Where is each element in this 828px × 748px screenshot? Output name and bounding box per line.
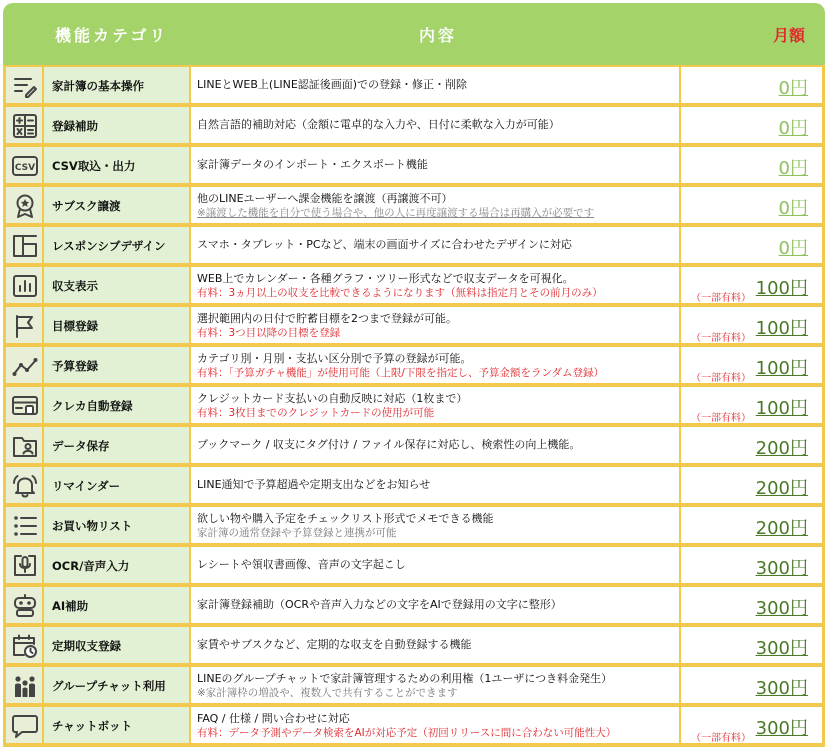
robot-icon [12, 594, 38, 618]
feature-note: ※家計簿枠の増設や、複数人で共有することができます [197, 687, 458, 699]
feature-icon-cell [3, 705, 44, 745]
feature-desc-cell [189, 185, 681, 225]
feature-desc-cell [189, 665, 681, 705]
chat-bubble-icon [12, 714, 38, 738]
feature-desc-cell [189, 305, 681, 345]
feature-name-cell [42, 185, 191, 225]
header-price: 月額 [773, 26, 806, 45]
table-row [3, 265, 825, 305]
table-row [3, 505, 825, 545]
price-cell [679, 465, 825, 505]
feature-desc: スマホ・タブレット・PCなど、端末の画面サイズに合わせたデザインに対応 [197, 238, 572, 251]
table-row [3, 105, 825, 145]
feature-note: 有料：3ヵ月以上の収支を比較できるようになります（無料は指定月とその前月のみ） [197, 287, 603, 299]
feature-name: 収支表示 [52, 279, 98, 293]
award-badge-icon [12, 194, 38, 218]
price-cell [679, 105, 825, 145]
feature-icon-cell [3, 625, 44, 665]
feature-desc-cell [189, 65, 681, 105]
feature-desc-cell [189, 585, 681, 625]
price-link[interactable]: 0円 [778, 198, 808, 219]
price-link[interactable]: 0円 [778, 78, 808, 99]
feature-name-cell [42, 505, 191, 545]
feature-note: 有料：3つ目以降の目標を登録 [197, 327, 341, 339]
folder-user-icon [12, 434, 38, 458]
feature-name-cell [42, 705, 191, 745]
feature-desc-cell [189, 705, 681, 745]
feature-name-cell [42, 65, 191, 105]
feature-desc: 家賃やサブスクなど、定期的な収支を自動登録する機能 [197, 638, 472, 651]
price-link[interactable]: 200円 [755, 438, 808, 459]
feature-name-cell [42, 625, 191, 665]
feature-note: 有料：3枚目までのクレジットカードの使用が可能 [197, 407, 435, 419]
feature-name: レスポンシブデザイン [52, 239, 166, 253]
feature-desc: 家計簿登録補助（OCRや音声入力などの文字をAIで登録用の文字に整形） [197, 598, 562, 611]
feature-name: OCR/音声入力 [52, 559, 130, 573]
price-cell [679, 705, 825, 745]
partial-paid-label: （一部有料） [691, 733, 751, 744]
feature-name: AI補助 [52, 599, 89, 613]
price-cell [679, 305, 825, 345]
feature-name: 予算登録 [52, 359, 98, 373]
table-row [3, 625, 825, 665]
feature-icon-cell [3, 345, 44, 385]
feature-desc: 欲しい物や購入予定をチェックリスト形式でメモできる機能 [197, 512, 494, 525]
feature-icon-cell [3, 465, 44, 505]
calendar-clock-icon [12, 634, 38, 658]
price-link[interactable]: 0円 [778, 158, 808, 179]
price-link[interactable]: 0円 [778, 118, 808, 139]
feature-name: お買い物リスト [52, 519, 133, 533]
calculator-icon [12, 114, 38, 138]
checklist-icon [12, 514, 38, 538]
price-link[interactable]: 300円 [755, 598, 808, 619]
table-row [3, 185, 825, 225]
feature-icon-cell [3, 665, 44, 705]
header-category: 機能カテゴリ [55, 26, 169, 45]
trend-line-icon [12, 354, 38, 378]
feature-desc: 自然言語的補助対応（金額に電卓的な入力や、日付に柔軟な入力が可能） [197, 118, 560, 131]
bell-icon [12, 474, 38, 498]
table-row [3, 345, 825, 385]
feature-name: 登録補助 [52, 119, 98, 133]
feature-desc: クレジットカード支払いの自動反映に対応（1枚まで） [197, 392, 468, 405]
feature-icon-cell [3, 225, 44, 265]
layout-icon [12, 234, 38, 258]
bar-chart-icon [12, 274, 38, 298]
feature-name-cell [42, 425, 191, 465]
feature-desc-cell [189, 145, 681, 185]
table-bottom-border [3, 744, 825, 747]
feature-icon-cell [3, 65, 44, 105]
price-link[interactable]: 100円 [755, 318, 808, 339]
feature-desc-cell [189, 225, 681, 265]
flag-icon [12, 314, 38, 338]
feature-desc-cell [189, 265, 681, 305]
feature-desc: ブックマーク / 収支にタグ付け / ファイル保存に対応し、検索性の向上機能。 [197, 438, 581, 451]
table-row [3, 545, 825, 585]
feature-name: 家計簿の基本操作 [52, 79, 144, 93]
price-link[interactable]: 100円 [755, 358, 808, 379]
feature-desc-cell [189, 345, 681, 385]
price-cell [679, 225, 825, 265]
feature-name: データ保存 [52, 439, 110, 453]
feature-desc-cell [189, 425, 681, 465]
group-icon [12, 674, 38, 698]
feature-name-cell [42, 105, 191, 145]
feature-name: サブスク譲渡 [52, 199, 121, 213]
feature-icon-cell [3, 385, 44, 425]
price-link[interactable]: 100円 [755, 398, 808, 419]
feature-name-cell [42, 585, 191, 625]
feature-desc-cell [189, 505, 681, 545]
price-link[interactable]: 200円 [755, 518, 808, 539]
table-row [3, 665, 825, 705]
feature-desc-cell [189, 465, 681, 505]
price-cell [679, 545, 825, 585]
feature-name: 目標登録 [52, 319, 98, 333]
csv-icon [12, 154, 38, 178]
feature-name-cell [42, 465, 191, 505]
feature-desc: LINEのグループチャットで家計簿管理するための利用権（1ユーザにつき料金発生） [197, 672, 613, 685]
feature-desc: 他のLINEユーザーへ課金機能を譲渡（再譲渡不可） [197, 192, 453, 205]
feature-desc-cell [189, 385, 681, 425]
price-link[interactable]: 300円 [755, 638, 808, 659]
feature-icon-cell [3, 545, 44, 585]
feature-icon-cell [3, 505, 44, 545]
price-cell [679, 505, 825, 545]
feature-note: 有料：データ予測やデータ検索をAIが対応予定（初回リリースに間に合わない可能性大） [197, 727, 617, 739]
feature-note: ※譲渡した機能を自分で使う場合や、他の人に再度譲渡する場合は再購入が必要です [197, 207, 595, 219]
feature-name: チャットボット [52, 719, 133, 733]
feature-name: リマインダー [52, 479, 121, 493]
feature-icon-cell [3, 105, 44, 145]
feature-note: 家計簿の通常登録や予算登録と連携が可能 [197, 527, 397, 539]
feature-name-cell [42, 545, 191, 585]
feature-icon-cell [3, 425, 44, 465]
feature-desc: LINEとWEB上(LINE認証後画面)での登録・修正・削除 [197, 78, 468, 91]
feature-name: CSV取込・出力 [52, 159, 136, 173]
price-link[interactable]: 300円 [755, 558, 808, 579]
svg-text:CSV: CSV [14, 163, 36, 173]
price-cell [679, 65, 825, 105]
price-cell [679, 585, 825, 625]
price-cell [679, 345, 825, 385]
feature-desc-cell [189, 545, 681, 585]
table-row [3, 465, 825, 505]
feature-desc: WEB上でカレンダー・各種グラフ・ツリー形式などで収支データを可視化。 [197, 272, 574, 285]
table-header [3, 3, 825, 65]
partial-paid-label: （一部有料） [691, 413, 751, 424]
table-row [3, 305, 825, 345]
feature-name-cell [42, 225, 191, 265]
price-link[interactable]: 300円 [755, 678, 808, 699]
list-edit-icon [12, 74, 38, 98]
feature-icon-cell [3, 585, 44, 625]
feature-desc-cell [189, 105, 681, 145]
feature-name: グループチャット利用 [52, 679, 166, 693]
feature-name-cell [42, 305, 191, 345]
feature-desc: FAQ / 仕様 / 問い合わせに対応 [197, 712, 350, 725]
table-row [3, 65, 825, 105]
table-row [3, 385, 825, 425]
table-row [3, 705, 825, 745]
feature-desc: 家計簿データのインポート・エクスポート機能 [197, 158, 428, 171]
table-row [3, 225, 825, 265]
feature-name-cell [42, 345, 191, 385]
price-cell [679, 625, 825, 665]
partial-paid-label: （一部有料） [691, 373, 751, 384]
feature-icon-cell [3, 185, 44, 225]
feature-name-cell [42, 265, 191, 305]
price-link[interactable]: 100円 [755, 278, 808, 299]
price-cell [679, 145, 825, 185]
feature-name-cell [42, 665, 191, 705]
feature-desc: カテゴリ別・月別・支払い区分別で予算の登録が可能。 [197, 352, 472, 365]
price-cell [679, 185, 825, 225]
feature-desc: レシートや領収書画像、音声の文字起こし [197, 558, 406, 571]
feature-desc: LINE通知で予算超過や定期支出などをお知らせ [197, 478, 431, 491]
price-link[interactable]: 200円 [755, 478, 808, 499]
feature-name-cell [42, 145, 191, 185]
price-cell [679, 265, 825, 305]
table-row [3, 145, 825, 185]
partial-paid-label: （一部有料） [691, 293, 751, 304]
header-content: 内容 [419, 26, 458, 45]
price-cell [679, 385, 825, 425]
feature-name: 定期収支登録 [52, 639, 121, 653]
table-row [3, 425, 825, 465]
price-link[interactable]: 300円 [755, 718, 808, 739]
feature-icon-cell [3, 265, 44, 305]
price-cell [679, 425, 825, 465]
feature-name: クレカ自動登録 [52, 399, 133, 413]
feature-icon-cell [3, 145, 44, 185]
price-cell [679, 665, 825, 705]
price-link[interactable]: 0円 [778, 238, 808, 259]
table-row [3, 585, 825, 625]
feature-desc-cell [189, 625, 681, 665]
credit-card-icon [12, 394, 38, 418]
ocr-mic-icon [12, 554, 38, 578]
feature-note: 有料：「予算ガチャ機能」が使用可能（上限/下限を指定し、予算金額をランダム登録） [197, 367, 605, 379]
partial-paid-label: （一部有料） [691, 333, 751, 344]
feature-name-cell [42, 385, 191, 425]
feature-desc: 選択範囲内の日付で貯蓄目標を2つまで登録が可能。 [197, 312, 457, 325]
feature-icon-cell [3, 305, 44, 345]
